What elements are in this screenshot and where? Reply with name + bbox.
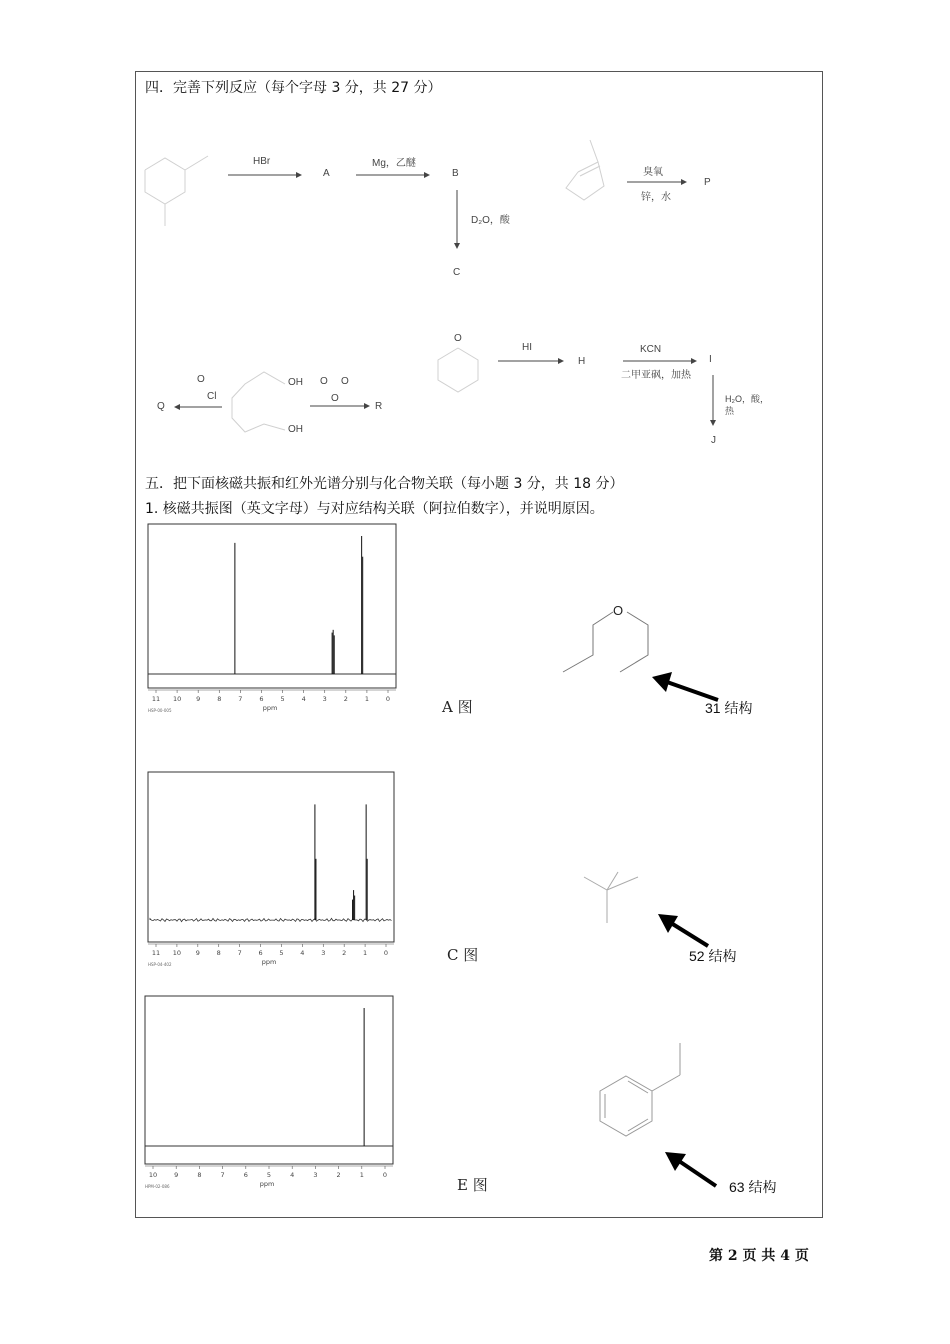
nmr-tick-label: 6 (258, 949, 263, 957)
reagent-kcn: KCN (640, 344, 662, 355)
product-q: Q (157, 401, 165, 412)
nmr-tick-label: 8 (217, 695, 222, 703)
product-j: J (711, 435, 716, 446)
nmr-tick-label: 8 (197, 1171, 202, 1179)
reagent-zinc-water: 锌，水 (641, 192, 671, 203)
nmr-axis-label: ppm (262, 704, 278, 712)
nmr-tick-label: 9 (174, 1171, 179, 1179)
nmr-tick-label: 6 (259, 695, 264, 703)
nmr-frame (148, 524, 396, 688)
nmr-tick-label: 1 (359, 1171, 364, 1179)
spectrum-label-e: E 图 (457, 1176, 488, 1194)
product-p: P (704, 177, 711, 188)
product-a: A (323, 168, 330, 179)
diol-structure (232, 372, 285, 432)
diol-oh-top: OH (288, 377, 303, 388)
nmr-spectrum-code: HPM-02-086 (145, 1184, 170, 1189)
reagent-d2o: D₂O，酸 (471, 215, 510, 226)
nmr-tick-label: 4 (301, 695, 306, 703)
anhydride-o2: O (341, 376, 349, 387)
product-i: I (709, 354, 712, 365)
nmr-tick-label: 3 (322, 695, 327, 703)
structure-52-drawing (584, 872, 638, 923)
reagent-hydrolysis: H₂O，酸， (725, 394, 769, 404)
nmr-axis-label: ppm (261, 958, 277, 966)
oxane-structure (438, 348, 478, 392)
structure-31-o-atom: O (613, 603, 624, 618)
section5-title: 五．把下面核磁共振和红外光谱分别与化合物关联（每小题 3 分，共 18 分） (145, 476, 624, 492)
reagent-hbr: HBr (253, 156, 271, 167)
nmr-tick-label: 8 (216, 949, 221, 957)
nmr-tick-label: 0 (385, 695, 391, 703)
nmr-tick-label: 4 (300, 949, 305, 957)
nmr-tick-label: 1 (364, 695, 369, 703)
nmr-tick-label: 10 (172, 695, 182, 703)
nmr-tick-label: 10 (172, 949, 182, 957)
nmr-tick-label: 7 (237, 949, 242, 957)
nmr-tick-label: 0 (382, 1171, 388, 1179)
product-r: R (375, 401, 383, 412)
nmr-tick-label: 5 (280, 695, 285, 703)
product-h: H (578, 356, 586, 367)
nmr-tick-label: 11 (151, 695, 161, 703)
nmr-tick-label: 6 (243, 1171, 248, 1179)
reagent-hi: HI (522, 342, 532, 353)
nmr-tick-label: 3 (321, 949, 326, 957)
spectrum-label-c: C 图 (447, 946, 479, 964)
reagent-heat: 热 (725, 406, 735, 416)
nmr-axis-label: ppm (259, 1180, 275, 1188)
reactant1-structure (145, 156, 208, 226)
nmr-tick-label: 2 (343, 695, 348, 703)
nmr-frame (148, 772, 394, 942)
nmr-tick-label: 7 (220, 1171, 225, 1179)
nmr-tick-label: 2 (336, 1171, 341, 1179)
structure-52-label: 52 结构 (689, 948, 737, 964)
nmr-tick-label: 2 (342, 949, 347, 957)
nmr-tick-label: 9 (195, 949, 200, 957)
anhydride-o1: O (320, 376, 328, 387)
reactant2-structure (566, 140, 604, 200)
nmr-tick-label: 1 (363, 949, 368, 957)
oxane-o-atom: O (454, 333, 462, 344)
nmr-tick-label: 9 (196, 695, 201, 703)
structure-63-label: 63 结构 (729, 1179, 777, 1195)
nmr-tick-label: 5 (279, 949, 284, 957)
structure-31-label: 31 结构 (705, 700, 753, 716)
reagent-ozone: 臭氧 (643, 167, 663, 178)
nmr-tick-label: 3 (313, 1171, 318, 1179)
nmr-spectrum-a (146, 522, 402, 712)
nmr-tick-label: 5 (266, 1171, 272, 1179)
product-c: C (453, 267, 461, 278)
nmr-tick-label: 10 (148, 1171, 158, 1179)
nmr-baseline (150, 918, 392, 921)
page-number-footer: 第 2 页 共 4 页 (709, 1248, 809, 1264)
acyl-cl-atom: Cl (207, 391, 217, 402)
nmr-spectrum-c (146, 770, 402, 965)
section5-subtitle: 1. 核磁共振图（英文字母）与对应结构关联（阿拉伯数字），并说明原因。 (145, 501, 604, 517)
nmr-frame (145, 996, 393, 1164)
nmr-tick-label: 0 (383, 949, 389, 957)
diol-oh-bottom: OH (288, 424, 303, 435)
product-b: B (452, 168, 459, 179)
nmr-tick-label: 11 (151, 949, 161, 957)
structure-31-drawing (563, 612, 648, 672)
nmr-tick-label: 4 (290, 1171, 295, 1179)
section4-title: 四．完善下列反应（每个字母 3 分，共 27 分） (145, 80, 442, 96)
reagent-dmso: 二甲亚砜，加热 (621, 370, 691, 381)
pointer-arrows (652, 672, 718, 1186)
spectrum-label-a: A 图 (442, 698, 473, 716)
nmr-spectrum-e (143, 994, 401, 1189)
anhydride-o3: O (331, 393, 339, 404)
nmr-spectrum-code: HSP-00-005 (148, 708, 172, 713)
acyl-o-atom: O (197, 374, 205, 385)
structure-63-drawing (600, 1043, 680, 1136)
nmr-spectrum-code: HSP-04-402 (148, 962, 172, 967)
nmr-tick-label: 7 (238, 695, 243, 703)
reagent-mg: Mg，乙醚 (372, 158, 416, 169)
